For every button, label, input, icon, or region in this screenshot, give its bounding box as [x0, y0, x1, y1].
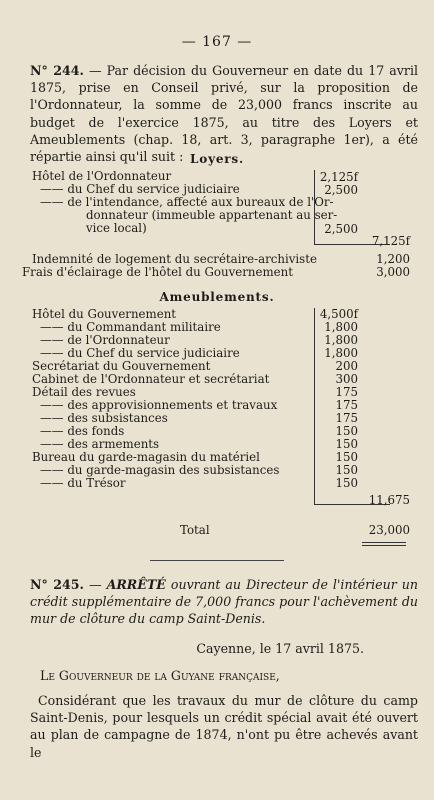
arrete-245-word: ARRÊTÉ	[106, 577, 166, 592]
other-row-label: Frais d'éclairage de l'hôtel du Gouvernement	[22, 265, 293, 279]
arrete-245-number: N° 245.	[30, 577, 84, 592]
loyers-subtotal: 7,125f	[371, 234, 410, 248]
ameublements-row-amount: 150	[335, 424, 358, 438]
loyers-row-label: —— de l'intendance, affecté aux bureaux de l'Or-	[40, 195, 334, 209]
decision-244-text: — Par décision du Gouverneur en date du 17 avril 1875, prise en Conseil privé, sur la proposition de l'Ordonnateur, la somme de 23,000 francs inscrite au budget de l'exercice 1875, au titre des Loyers et Ameublements (chap. 18, art. 3, paragraphe 1er), a été répartie ainsi qu'il suit :	[30, 63, 418, 165]
ameublements-row-label: —— de l'Ordonnateur	[40, 333, 170, 347]
ameublements-row-label: —— des armements	[40, 437, 160, 451]
ameublements-row-amount: 175	[335, 411, 358, 425]
loyers-heading: Loyers.	[190, 152, 244, 166]
ameublements-row-label: Secrétariat du Gouvernement	[32, 359, 211, 373]
ameublements-table	[32, 308, 426, 513]
arrete-245-dash: —	[88, 577, 102, 592]
other-row-amount: 3,000	[376, 265, 410, 279]
ameublements-row-label: —— des approvisionnements et travaux	[40, 398, 278, 412]
page-number: — 167 —	[181, 34, 253, 50]
ameublements-row-amount: 150	[335, 437, 358, 451]
governor-line: Le Gouverneur de la Guyane française,	[40, 668, 280, 683]
ameublements-row-amount: 1,800	[324, 320, 358, 334]
ameublements-row-label: —— du Commandant militaire	[40, 320, 221, 334]
total-rule-double	[362, 545, 406, 546]
ameublements-row-label: —— des subsistances	[40, 411, 168, 425]
loyers-row-amount: 2,500	[324, 183, 358, 197]
ameublements-row-amount: 150	[335, 463, 358, 477]
ameublements-row-label: —— du garde-magasin des subsistances	[40, 463, 280, 477]
ameublements-row-amount: 4,500f	[319, 307, 358, 321]
ameublements-row-amount: 150	[335, 476, 358, 490]
decision-244-number: N° 244.	[30, 63, 84, 78]
loyers-row-amount: 2,125f	[319, 170, 358, 184]
total-row	[32, 524, 426, 552]
loyers-row-amount: 2,500	[324, 222, 358, 236]
loyers-row-label: Hôtel de l'Ordonnateur	[32, 169, 172, 183]
other-costs	[22, 252, 426, 283]
other-row-label: Indemnité de logement du secrétaire-archiviste	[32, 252, 317, 266]
loyers-row-label: vice local)	[86, 221, 147, 235]
ameublements-row-label: —— du Chef du service judiciaire	[40, 346, 240, 360]
total-label: Total	[180, 523, 210, 537]
arrete-245-paragraph	[30, 576, 418, 628]
ameublements-row-label: —— des fonds	[40, 424, 125, 438]
loyers-row-label: —— du Chef du service judiciaire	[40, 182, 240, 196]
decision-244-paragraph	[30, 62, 418, 165]
arrete-245-text: ouvrant au Directeur de l'intérieur un crédit supplémentaire de 7,000 francs pour l'achèvement du mur de clôture du camp Saint-Denis.	[30, 577, 418, 627]
ameublements-row-amount: 1,800	[324, 333, 358, 347]
ameublements-row-amount: 175	[335, 385, 358, 399]
ameublements-row-label: Détail des revues	[32, 385, 136, 399]
ameublements-row-label: —— du Trésor	[40, 476, 126, 490]
ameublements-row-amount: 200	[335, 359, 358, 373]
ameublements-row-label: Hôtel du Gouvernement	[32, 307, 177, 321]
ameublements-row-label: Cabinet de l'Ordonnateur et secrétariat	[32, 372, 270, 386]
ameublements-row-label: Bureau du garde-magasin du matériel	[32, 450, 260, 464]
ameublements-row-amount: 300	[335, 372, 358, 386]
other-row-amount: 1,200	[376, 252, 410, 266]
ameublements-row-amount: 175	[335, 398, 358, 412]
ameublements-subtotal: 11,675	[368, 493, 410, 507]
considerant-paragraph: Considérant que les travaux du mur de clôture du camp Saint-Denis, pour lesquels un crédit spécial avait été ouvert au plan de campagne de 1874, n'ont pu être achevés avant le	[30, 693, 418, 760]
section-separator	[150, 560, 284, 561]
loyers-row-label: donnateur (immeuble appartenant au ser-	[86, 208, 338, 222]
loyers-column-rule	[314, 170, 315, 244]
ameublements-heading: Ameublements.	[159, 290, 275, 304]
total-amount: 23,000	[368, 523, 410, 537]
total-rule	[362, 542, 406, 543]
arrete-date: Cayenne, le 17 avril 1875.	[196, 641, 364, 656]
ameublements-column-rule	[314, 308, 315, 504]
ameublements-row-amount: 1,800	[324, 346, 358, 360]
ameublements-row-amount: 150	[335, 450, 358, 464]
